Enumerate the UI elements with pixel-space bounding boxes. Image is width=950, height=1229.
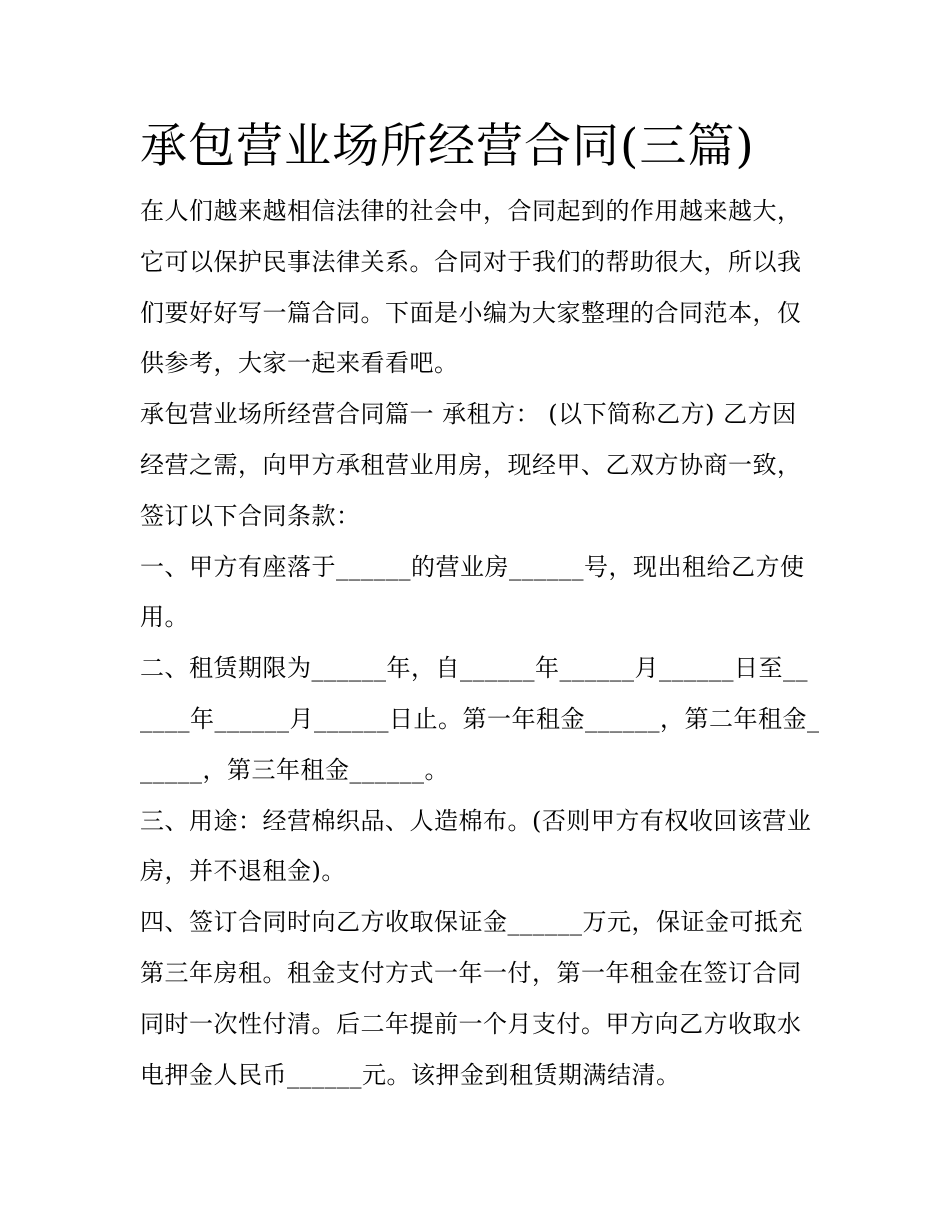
paragraph-intro: 在人们越来越相信法律的社会中，合同起到的作用越来越大，它可以保护民事法律关系。合同对于我们的帮助很大，所以我们要好好写一篇合同。下面是小编为大家整理的合同范本，仅供参考，大家一起来看看吧。 (140, 197, 802, 378)
document-page (140, 112, 820, 1100)
paragraph-contract-one-header: 承包营业场所经营合同篇一 承租方： (以下简称乙方) 乙方因经营之需，向甲方承租营业用房，现经甲、乙双方协商一致，签订以下合同条款： (140, 400, 802, 530)
paragraph-clause-3: 三、用途：经营棉织品、人造棉布。(否则甲方有权收回该营业房，并不退租金)。 (140, 806, 812, 886)
paragraph-clause-1: 一、甲方有座落于______的营业房______号，现出租给乙方使用。 (140, 552, 805, 632)
paragraph-clause-4: 四、签订合同时向乙方收取保证金______万元，保证金可抵充第三年房租。租金支付方式一年一付，第一年租金在签订合同同时一次性付清。后二年提前一个月支付。甲方向乙方收取水电押金人民币______元。该押金到租赁期满结清。 (140, 908, 803, 1089)
document-title: 承包营业场所经营合同(三篇) (140, 119, 755, 174)
paragraph-clause-2: 二、租赁期限为______年，自______年______月______日至______年______月______日止。第一年租金______，第二年租金______，第三年租金______。 (140, 654, 820, 784)
